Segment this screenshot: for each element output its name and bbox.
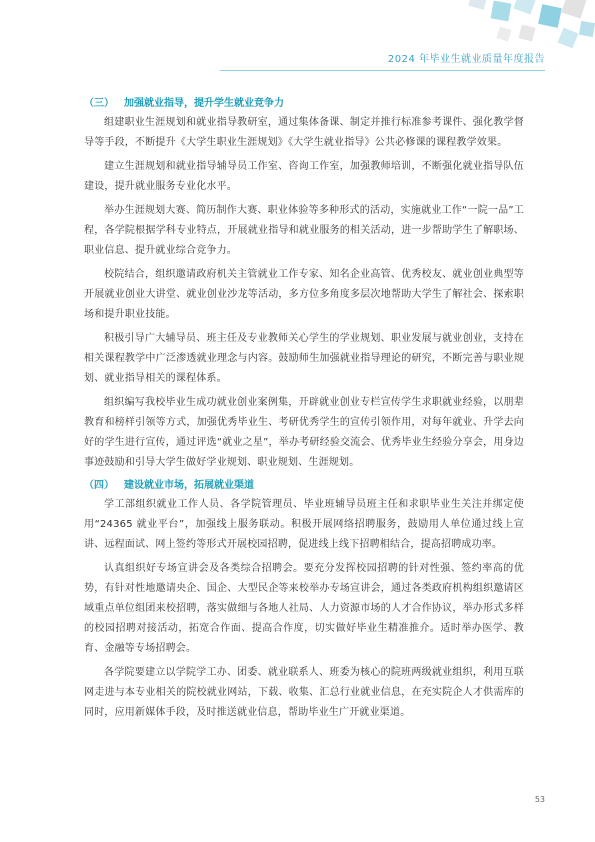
paragraph: 校院结合，组织邀请政府机关主管就业工作专家、知名企业高管、优秀校友、就业创业典型等开展就业创业大讲堂、就业创业沙龙等活动，多方位多角度多层次地帮助大学生了解社会、探索职场和提升职业技能。	[84, 269, 524, 320]
paragraph: 积极引导广大辅导员、班主任及专业教师关心学生的学业规划、职业发展与就业创业，支持在相关课程教学中广泛渗透就业理念与内容。鼓励师生加强就业指导理论的研究，不断完善与职业规划、就业指导相关的课程体系。	[84, 333, 524, 384]
section-title: 加强就业指导，提升学生就业竞争力	[124, 98, 284, 109]
paragraph: 学工部组织就业工作人员、各学院管理员、毕业班辅导员班主任和求职毕业生关注并绑定使用“24365 就业平台”，加强线上服务联动。积极开展网络招聘服务，鼓励用人单位通过线上宣讲、远程面试、网上签约等形式开展校园招聘，促进线上线下招聘相结合，提高招聘成功率。	[84, 499, 524, 550]
report-header-title: 2024 年毕业生就业质量年度报告	[387, 54, 545, 65]
paragraph: 组建职业生涯规划和就业指导教研室，通过集体备课、制定并推行标准参考课件、强化教学督导等手段，不断提升《大学生职业生涯规划》《大学生就业指导》公共必修课的课程教学效果。	[84, 117, 524, 148]
section-number: （四）	[84, 480, 114, 491]
paragraph: 举办生涯规划大赛、简历制作大赛、职业体验等多种形式的活动，实施就业工作“一院一品”工程，各学院根据学科专业特点，开展就业指导和就业服务的相关活动，进一步帮助学生了解职场、职业信息、提升就业综合竞争力。	[84, 205, 524, 256]
section-heading-3	[84, 95, 524, 113]
paragraph: 认真组织好专场宣讲会及各类综合招聘会。要充分发挥校园招聘的针对性强、签约率高的优势，有针对性地邀请央企、国企、大型民企等来校举办专场宣讲会，通过各类政府机构组织邀请区域重点单位组团来校招聘，落实做细与各地人社局、人力资源市场的人才合作协议，举办形式多样的校园招聘对接活动，拓宽合作面、提高合作度，切实做好毕业生精准推介。适时举办医学、教育、金融等专场招聘会。	[84, 563, 524, 654]
header-divider	[220, 70, 545, 71]
paragraph: 建立生涯规划和就业指导辅导员工作室、咨询工作室，加强教师培训，不断强化就业指导队伍建设，提升就业服务专业化水平。	[84, 161, 524, 192]
section-heading-4	[84, 477, 524, 495]
section-title: 建设就业市场，拓展就业渠道	[124, 480, 254, 491]
section-number: （三）	[84, 98, 114, 109]
paragraph: 各学院要建立以学院学工办、团委、就业联系人、班委为核心的院班两级就业组织，利用互联网走进与本专业相关的院校就业网站，下载、收集、汇总行业就业信息，在充实院企人才供需库的同时，应用新媒体手段，及时推送就业信息，帮助毕业生广开就业渠道。	[84, 667, 524, 718]
decorative-squares	[0, 0, 595, 80]
page-content	[84, 95, 524, 727]
paragraph: 组织编写我校毕业生成功就业创业案例集，开辟就业创业专栏宣传学生求职就业经验，以朋辈教育和榜样引领等方式，加强优秀毕业生、考研优秀学生的宣传引领作用，对每年就业、升学去向好的学生进行宣传，通过评选“就业之星”，举办考研经验交流会、优秀毕业生经验分享会，用身边事迹鼓励和引导大学生做好学业规划、职业规划、生涯规划。	[84, 397, 524, 468]
page-number: 53	[534, 795, 545, 804]
